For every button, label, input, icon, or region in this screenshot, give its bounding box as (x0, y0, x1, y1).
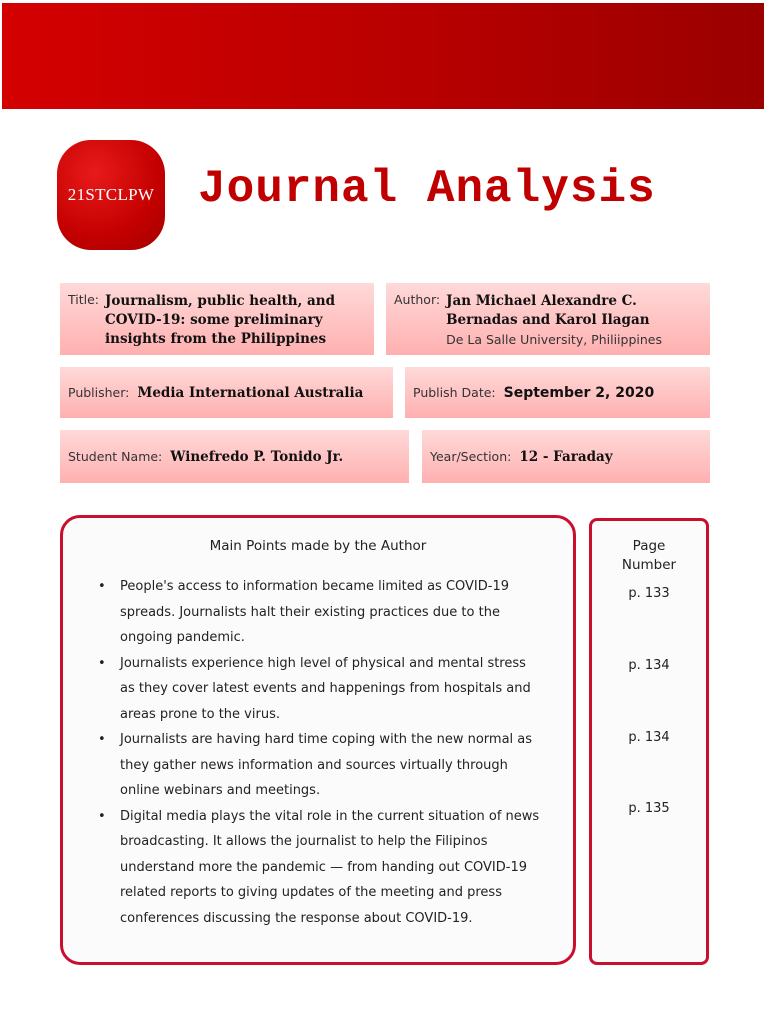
publisher-value: Media International Australia (137, 384, 364, 401)
point-line: understand more the pandemic — from handing out COVID-19 (120, 859, 527, 875)
journal-title-line: insights from the Philippines (105, 331, 327, 347)
author-affiliation: De La Salle University, Philiippines (446, 332, 662, 347)
publisher-label: Publisher: (68, 385, 130, 400)
publisher-box (60, 367, 393, 418)
page-number-heading-line: Number (621, 557, 677, 573)
year-section-label: Year/Section: (430, 449, 512, 464)
bullet-icon: • (98, 579, 106, 594)
page-number-heading (592, 537, 706, 575)
point-line: as they cover latest events and happenings from hospitals and (120, 681, 531, 696)
list-item (98, 727, 540, 804)
point-line: broadcasting. It allows the journalist to help the Filipinos (120, 834, 488, 849)
bullet-icon: • (98, 808, 106, 824)
point-line: conferences discussing the response about COVID-19. (120, 910, 473, 926)
point-line: Digital media plays the vital role in the current situation of news (120, 808, 540, 824)
author-name-line: Jan Michael Alexandre C. (446, 293, 637, 309)
page-title: Journal Analysis (198, 163, 656, 215)
year-section-value: 12 - Faraday (519, 448, 613, 465)
journal-title-line: COVID-19: some preliminary (105, 312, 323, 328)
journal-title-box (60, 283, 374, 355)
student-name-label: Student Name: (68, 449, 163, 464)
point-line: online webinars and meetings. (120, 783, 321, 798)
publish-date-label: Publish Date: (413, 385, 496, 400)
journal-title-label: Title: (68, 292, 99, 307)
student-name-box (60, 430, 409, 483)
main-points-panel (60, 515, 576, 965)
page-number: p. 134 (628, 658, 670, 673)
point-line: related reports to giving updates of the meeting and press (120, 885, 502, 900)
author-box (386, 283, 710, 355)
point-line: Journalists are having hard time coping with the new normal as (120, 732, 533, 747)
point-line: areas prone to the virus. (120, 706, 280, 722)
publish-date-value: September 2, 2020 (503, 384, 655, 401)
author-name-line: Bernadas and Karol Ilagan (446, 312, 650, 328)
page-number: p. 134 (628, 730, 670, 745)
journal-title-line: Journalism, public health, and (105, 293, 336, 309)
point-line: Journalists experience high level of physical and mental stress (120, 655, 526, 671)
header-banner (2, 3, 764, 109)
main-points-list (98, 574, 540, 931)
page-number: p. 133 (628, 586, 670, 601)
page-number: p. 135 (628, 801, 670, 816)
page-number-panel (589, 518, 709, 965)
publish-date-box (405, 367, 710, 418)
point-line: ongoing pandemic. (120, 630, 245, 645)
course-badge-label: 21STCLPW (67, 185, 155, 204)
page-number-heading-line: Page (632, 538, 666, 554)
point-line: spreads. Journalists halt their existing practices due to the (120, 604, 500, 620)
bullet-icon: • (98, 655, 106, 671)
year-section-box (422, 430, 710, 483)
course-badge (57, 140, 165, 250)
bullet-icon: • (98, 732, 106, 747)
author-label: Author: (394, 292, 441, 307)
student-name-value: Winefredo P. Tonido Jr. (170, 448, 344, 465)
list-item (98, 651, 540, 728)
point-line: People's access to information became limited as COVID-19 (120, 579, 510, 594)
main-points-heading: Main Points made by the Author (209, 538, 427, 554)
list-item (98, 804, 540, 932)
list-item (98, 574, 540, 651)
point-line: they gather news information and sources virtually through (120, 757, 508, 773)
